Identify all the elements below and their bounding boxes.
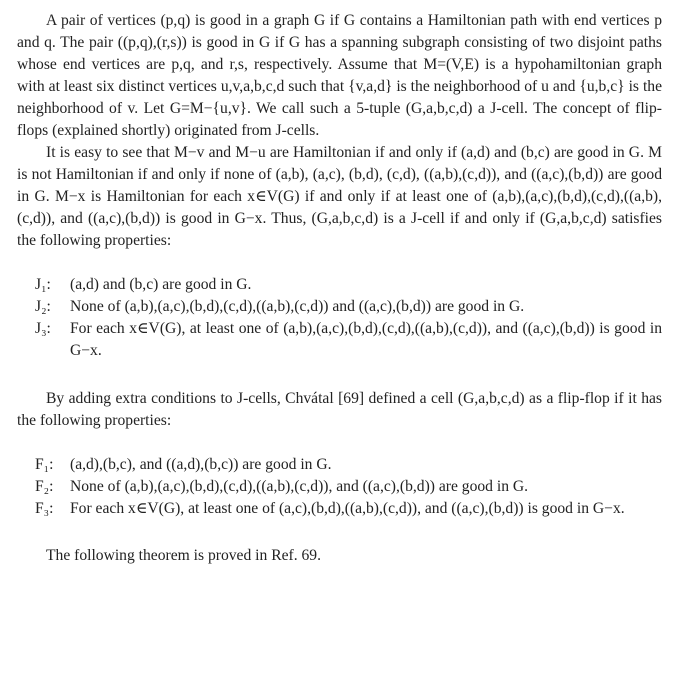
list-item-f3 xyxy=(17,498,662,520)
item-label: J₁: xyxy=(35,276,51,293)
list-item-f2 xyxy=(17,476,662,498)
f-property-list xyxy=(17,454,662,520)
j-property-list xyxy=(17,274,662,362)
item-text: For each x∈V(G), at least one of (a,c),(b,d),((a,b),(c,d)), and ((a,c),(b,d)) is good in G−x. xyxy=(70,500,625,517)
item-text: For each x∈V(G), at least one of (a,b),(a,c),(b,d),(c,d),((a,b),(c,d)), and ((a,c),(b,d)) is good in G−x. xyxy=(70,320,662,359)
item-label: F₁: xyxy=(35,456,54,473)
paragraph-j-cell-properties: It is easy to see that M−v and M−u are Hamiltonian if and only if (a,d) and (b,c) are good in G. M is not Hamiltonian if and only if none of (a,b), (a,c), (b,d), (c,d), ((a,b),(c,d)), and ((a,c),(b,d)) are good in G. M−x is Hamiltonian for each x∈V(G) if and only if at least one of (a,b),(a,c),(b,d),(c,d),((a,b),(c,d)), and ((a,c),(b,d)) is good in G−x. Thus, (G,a,b,c,d) is a J-cell if and only if (G,a,b,c,d) satisfies the following properties: xyxy=(17,144,662,249)
list-item-j3 xyxy=(17,318,662,362)
paragraph-definitions: A pair of vertices (p,q) is good in a graph G if G contains a Hamiltonian path with end vertices p and q. The pair ((p,q),(r,s)) is good in G if G has a spanning subgraph consisting of two disjoint paths whose end vertices are p,q, and r,s, respectively. Assume that M=(V,E) is a hypohamiltonian graph with at least six distinct vertices u,v,a,b,c,d such that {v,a,d} is the neighborhood of u and {u,b,c} is the neighborhood of v. Let G=M−{u,v}. We call such a 5-tuple (G,a,b,c,d) a J-cell. The concept of flip-flops (explained shortly) originated from J-cells. xyxy=(17,12,662,139)
list-item-f1 xyxy=(17,454,662,476)
item-text: (a,d),(b,c), and ((a,d),(b,c)) are good in G. xyxy=(70,456,332,473)
item-label: J₂: xyxy=(35,298,51,315)
item-label: F₃: xyxy=(35,500,54,517)
paragraph-flip-flop-definition: By adding extra conditions to J-cells, Chvátal [69] defined a cell (G,a,b,c,d) as a flip-flop if it has the following properties: xyxy=(17,390,662,429)
item-text: (a,d) and (b,c) are good in G. xyxy=(70,276,252,293)
item-label: F₂: xyxy=(35,478,54,495)
list-item-j2 xyxy=(17,296,662,318)
list-item-j1 xyxy=(17,274,662,296)
item-label: J₃: xyxy=(35,320,51,337)
item-text: None of (a,b),(a,c),(b,d),(c,d),((a,b),(c,d)) and ((a,c),(b,d)) are good in G. xyxy=(70,298,525,315)
paragraph-theorem-intro: The following theorem is proved in Ref. 69. xyxy=(46,547,321,564)
item-text: None of (a,b),(a,c),(b,d),(c,d),((a,b),(c,d)), and ((a,c),(b,d)) are good in G. xyxy=(70,478,529,495)
